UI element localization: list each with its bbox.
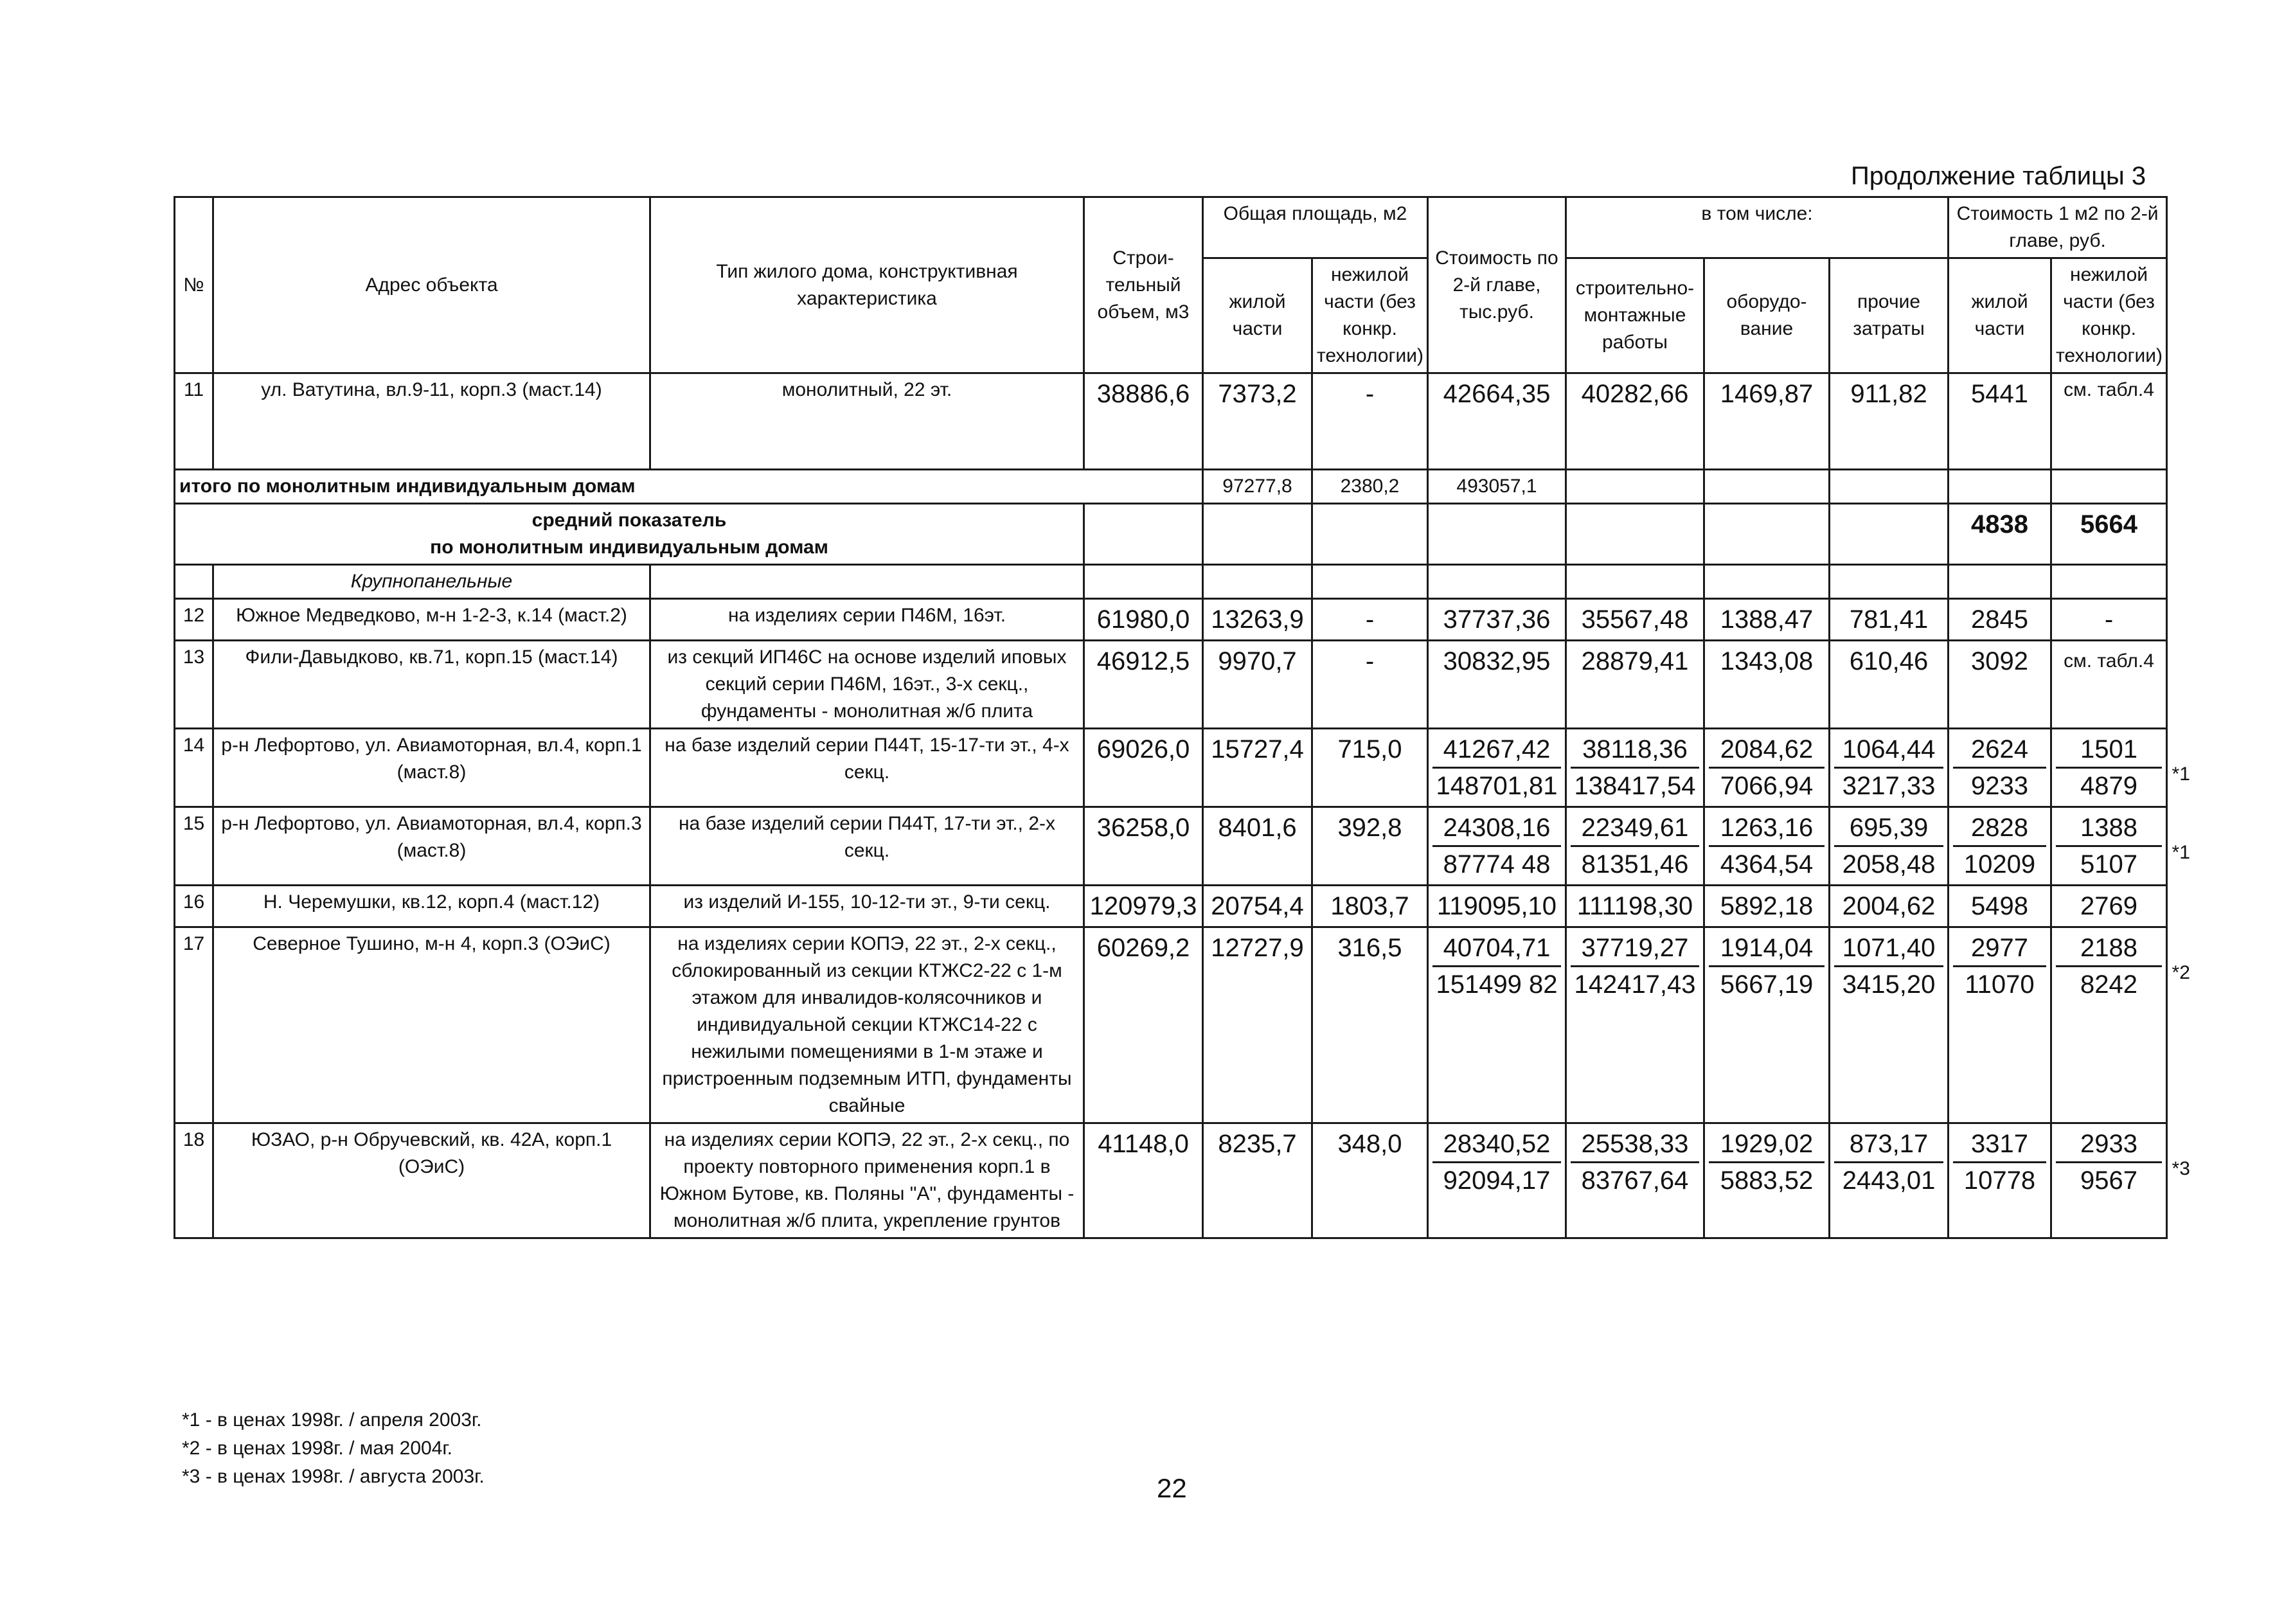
header-incl-group: в том числе: (1566, 197, 1949, 258)
row-equip-value: 1263,16 (1709, 810, 1824, 847)
row-equip (1704, 641, 1830, 729)
row-equip (1704, 599, 1830, 641)
row-unit-living: 5441 (1949, 373, 2051, 470)
row-smr (1566, 1123, 1704, 1238)
row-unit-living (1949, 1123, 2051, 1238)
row-smr-value: 37719,27 (1571, 931, 1699, 967)
row-unit-living-value: 10778 (1963, 1166, 2036, 1195)
row-smr (1566, 807, 1704, 886)
row-unit-nonliving: см. табл.4 (2051, 373, 2167, 470)
header-unit-nonliving: нежилой части (без конкр. технологии) (2051, 258, 2167, 373)
row-other-value: 695,39 (1834, 810, 1943, 847)
table-row (175, 927, 2167, 1123)
row-other (1830, 729, 1949, 807)
row-unit-living (1949, 807, 2051, 886)
row-cost-value: 119095,10 (1436, 892, 1557, 920)
header-address: Адрес объекта (213, 197, 650, 373)
row-number: 11 (175, 373, 213, 470)
row-other (1830, 641, 1949, 729)
row-equip-value: 4364,54 (1720, 850, 1814, 879)
row-type: из изделий И-155, 10-12-ти эт., 9-ти секц. (650, 886, 1084, 927)
row-type: на изделиях серии КОПЭ, 22 эт., 2-х секц., сблокированный из секции КТЖС2-22 с 1-м этажом для инвалидов-колясочников и индивидуальной секции КТЖС14-22 с нежилыми помещениями в 1-м этаже и пристроенным подземным ИТП, фундаменты свайные (650, 927, 1084, 1123)
row-equip-value: 1929,02 (1709, 1127, 1824, 1163)
row-volume: 69026,0 (1084, 729, 1203, 807)
row-number: 15 (175, 807, 213, 886)
row-address: Фили-Давыдково, кв.71, корп.15 (маст.14) (213, 641, 650, 729)
row-other (1830, 807, 1949, 886)
row-unit-living-value: 2624 (1953, 732, 2046, 769)
average-label-line1: средний показатель (531, 510, 727, 531)
row-smr-value: 83767,64 (1581, 1166, 1689, 1195)
total-label: итого по монолитным индивидуальным домам (175, 470, 1203, 504)
row-note: *3 (2172, 1157, 2190, 1179)
row-number: 14 (175, 729, 213, 807)
row-area-nonliving: 392,8 (1312, 807, 1428, 886)
row-unit-nonliving-value: - (2104, 605, 2114, 634)
table-caption: Продолжение таблицы 3 (1851, 162, 2146, 190)
footnote-3: *3 - в ценах 1998г. / августа 2003г. (182, 1466, 485, 1487)
row-other-value: 3415,20 (1842, 970, 1936, 999)
row-unit-living-value: 9233 (1971, 772, 2029, 800)
row-equip (1704, 886, 1830, 927)
row-type: из секций ИП46С на основе изделий иповых секций серии П46М, 16эт., 3-х секц., фундаменты - монолитная ж/б плита (650, 641, 1084, 729)
row-cost: 42664,35 (1428, 373, 1566, 470)
row-cost-value: 148701,81 (1436, 772, 1558, 800)
row-cost-value: 87774 48 (1443, 850, 1551, 879)
row-smr-value: 25538,33 (1571, 1127, 1699, 1163)
row-other-value: 1064,44 (1834, 732, 1943, 769)
row-area-nonliving: 316,5 (1312, 927, 1428, 1123)
row-unit-nonliving (2051, 599, 2167, 641)
row-unit-living-value: 2845 (1971, 605, 2029, 634)
header-incl-smr: строительно- монтажные работы (1566, 258, 1704, 373)
total-area-nonliving: 2380,2 (1312, 470, 1428, 504)
row-unit-living-value: 3317 (1953, 1127, 2046, 1163)
row-volume: 60269,2 (1084, 927, 1203, 1123)
row-unit-nonliving-value: 2188 (2056, 931, 2162, 967)
row-equip (1704, 1123, 1830, 1238)
row-smr-value: 38118,36 (1571, 732, 1699, 769)
row-number: 12 (175, 599, 213, 641)
row-smr-value: 81351,46 (1581, 850, 1689, 879)
row-unit-living (1949, 641, 2051, 729)
header-num: № (175, 197, 213, 373)
row-cost-value: 37737,36 (1443, 605, 1551, 634)
row-cost-value: 28340,52 (1432, 1127, 1561, 1163)
row-unit-nonliving-value: 4879 (2080, 772, 2138, 800)
row-unit-nonliving (2051, 641, 2167, 729)
row-unit-living-value: 2828 (1953, 810, 2046, 847)
row-smr (1566, 729, 1704, 807)
header-area-group: Общая площадь, м2 (1203, 197, 1428, 258)
row-unit-nonliving (2051, 927, 2167, 1123)
section-title: Крупнопанельные (213, 565, 650, 599)
row-unit-nonliving (2051, 729, 2167, 807)
row-smr-value: 22349,61 (1571, 810, 1699, 847)
row-area-nonliving: - (1312, 599, 1428, 641)
row-volume: 61980,0 (1084, 599, 1203, 641)
row-number: 17 (175, 927, 213, 1123)
row-equip: 1469,87 (1704, 373, 1830, 470)
row-address: р-н Лефортово, ул. Авиамоторная, вл.4, корп.3 (маст.8) (213, 807, 650, 886)
average-unit-living: 4838 (1949, 504, 2051, 565)
row-smr (1566, 599, 1704, 641)
average-label-line2: по монолитным индивидуальным домам (430, 537, 828, 558)
row-number: 16 (175, 886, 213, 927)
row-equip-value: 1388,47 (1720, 605, 1814, 634)
row-other-value: 2004,62 (1842, 892, 1936, 920)
row-number: 18 (175, 1123, 213, 1238)
row-unit-living (1949, 599, 2051, 641)
row-other-value: 610,46 (1849, 647, 1929, 675)
row-type: на базе изделий серии П44Т, 17-ти эт., 2-х секц. (650, 807, 1084, 886)
row-cost (1428, 927, 1566, 1123)
row-unit-nonliving (2051, 1123, 2167, 1238)
row-area-living: 12727,9 (1203, 927, 1312, 1123)
row-address: Северное Тушино, м-н 4, корп.3 (ОЭиС) (213, 927, 650, 1123)
row-unit-nonliving-value: 1501 (2056, 732, 2162, 769)
header-unit-living: жилой части (1949, 258, 2051, 373)
header-unit-group: Стоимость 1 м2 по 2-й главе, руб. (1949, 197, 2167, 258)
row-address: ЮЗАО, р-н Обручевский, кв. 42А, корп.1 (ОЭиС) (213, 1123, 650, 1238)
row-equip-value: 2084,62 (1709, 732, 1824, 769)
row-other-value: 781,41 (1849, 605, 1929, 634)
average-unit-nonliving: 5664 (2051, 504, 2167, 565)
row-equip (1704, 927, 1830, 1123)
panel-rows (175, 599, 2167, 1238)
footnotes (182, 1406, 485, 1491)
row-unit-nonliving-value: 1388 (2056, 810, 2162, 847)
row-unit-nonliving-value: 8242 (2080, 970, 2138, 999)
row-type: на изделиях серии КОПЭ, 22 эт., 2-х секц., по проекту повторного применения корп.1 в Южном Бутове, кв. Поляны "А", фундаменты - монолитная ж/б плита, укрепление грунтов (650, 1123, 1084, 1238)
row-equip-value: 5892,18 (1720, 892, 1814, 920)
header-volume: Строи- тельный объем, м3 (1084, 197, 1203, 373)
row-smr-value: 138417,54 (1574, 772, 1696, 800)
row-unit-living-value: 10209 (1963, 850, 2036, 879)
row-address: Н. Черемушки, кв.12, корп.4 (маст.12) (213, 886, 650, 927)
row-other (1830, 599, 1949, 641)
header-type: Тип жилого дома, конструктивная характеристика (650, 197, 1084, 373)
row-smr-value: 111198,30 (1576, 892, 1693, 920)
cost-table (174, 196, 2168, 1239)
row-cost (1428, 1123, 1566, 1238)
header-cost: Стоимость по 2-й главе, тыс.руб. (1428, 197, 1566, 373)
row-equip (1704, 807, 1830, 886)
row-other (1830, 886, 1949, 927)
table-row (175, 886, 2167, 927)
row-other-value: 873,17 (1834, 1127, 1943, 1163)
table-row (175, 729, 2167, 807)
row-address: Южное Медведково, м-н 1-2-3, к.14 (маст.2) (213, 599, 650, 641)
row-note: *1 (2172, 841, 2190, 863)
total-cost: 493057,1 (1428, 470, 1566, 504)
footnote-1: *1 - в ценах 1998г. / апреля 2003г. (182, 1409, 482, 1431)
row-volume: 46912,5 (1084, 641, 1203, 729)
row-area-living: 9970,7 (1203, 641, 1312, 729)
row-smr (1566, 927, 1704, 1123)
footnote-2: *2 - в ценах 1998г. / мая 2004г. (182, 1438, 453, 1459)
row-other: 911,82 (1830, 373, 1949, 470)
row-other-value: 1071,40 (1834, 931, 1943, 967)
row-equip-value: 1343,08 (1720, 647, 1814, 675)
average-row (175, 504, 2167, 565)
row-unit-nonliving-value: 5107 (2080, 850, 2138, 879)
row-unit-nonliving-value: 9567 (2080, 1166, 2138, 1195)
row-area-living: 13263,9 (1203, 599, 1312, 641)
row-note: *2 (2172, 961, 2190, 983)
row-volume: 36258,0 (1084, 807, 1203, 886)
row-unit-nonliving-value: см. табл.4 (2064, 650, 2154, 672)
row-cost-value: 30832,95 (1443, 647, 1551, 675)
row-unit-living-value: 5498 (1971, 892, 2029, 920)
row-equip (1704, 729, 1830, 807)
row-type: монолитный, 22 эт. (650, 373, 1084, 470)
row-area-living: 15727,4 (1203, 729, 1312, 807)
total-row (175, 470, 2167, 504)
row-unit-nonliving (2051, 807, 2167, 886)
total-area-living: 97277,8 (1203, 470, 1312, 504)
row-unit-nonliving (2051, 886, 2167, 927)
table-row (175, 641, 2167, 729)
row-area-nonliving: 348,0 (1312, 1123, 1428, 1238)
row-cost-value: 92094,17 (1443, 1166, 1551, 1195)
row-cost (1428, 599, 1566, 641)
row-other-value: 3217,33 (1842, 772, 1936, 800)
row-smr (1566, 886, 1704, 927)
row-area-nonliving: - (1312, 373, 1428, 470)
table-row (175, 807, 2167, 886)
table-row (175, 1123, 2167, 1238)
table-row (175, 599, 2167, 641)
row-equip-value: 7066,94 (1720, 772, 1814, 800)
row-other (1830, 1123, 1949, 1238)
row-other (1830, 927, 1949, 1123)
row-volume: 120979,3 (1084, 886, 1203, 927)
row-type: на изделиях серии П46М, 16эт. (650, 599, 1084, 641)
row-area-living: 8401,6 (1203, 807, 1312, 886)
row-cost (1428, 886, 1566, 927)
row-equip-value: 5667,19 (1720, 970, 1814, 999)
row-area-nonliving: 715,0 (1312, 729, 1428, 807)
row-volume: 41148,0 (1084, 1123, 1203, 1238)
row-smr: 40282,66 (1566, 373, 1704, 470)
header-incl-other: прочие затраты (1830, 258, 1949, 373)
row-smr-value: 28879,41 (1581, 647, 1689, 675)
row-address: р-н Лефортово, ул. Авиамоторная, вл.4, корп.1 (маст.8) (213, 729, 650, 807)
row-area-nonliving: 1803,7 (1312, 886, 1428, 927)
row-address: ул. Ватутина, вл.9-11, корп.3 (маст.14) (213, 373, 650, 470)
row-cost-value: 151499 82 (1436, 970, 1558, 999)
page-number: 22 (1157, 1473, 1187, 1503)
row-cost-value: 41267,42 (1432, 732, 1561, 769)
row-area-nonliving: - (1312, 641, 1428, 729)
row-smr-value: 142417,43 (1574, 970, 1696, 999)
row-unit-living-value: 2977 (1953, 931, 2046, 967)
row-equip-value: 1914,04 (1709, 931, 1824, 967)
row-unit-nonliving-value: 2769 (2080, 892, 2138, 920)
section-row (175, 565, 2167, 599)
row-area-living: 8235,7 (1203, 1123, 1312, 1238)
row-note: *1 (2172, 763, 2190, 785)
header-row-1 (175, 197, 2167, 258)
row-unit-nonliving-value: 2933 (2056, 1127, 2162, 1163)
row-cost (1428, 641, 1566, 729)
row-cost-value: 40704,71 (1432, 931, 1561, 967)
row-unit-living-value: 3092 (1971, 647, 2029, 675)
header-area-nonliving: нежилой части (без конкр. технологии) (1312, 258, 1428, 373)
row-cost (1428, 729, 1566, 807)
row-area-living: 20754,4 (1203, 886, 1312, 927)
header-incl-equip: оборудо- вание (1704, 258, 1830, 373)
row-unit-living (1949, 886, 2051, 927)
row-other-value: 2058,48 (1842, 850, 1936, 879)
row-unit-living (1949, 729, 2051, 807)
row-cost (1428, 807, 1566, 886)
table-row (175, 373, 2167, 470)
row-type: на базе изделий серии П44Т, 15-17-ти эт., 4-х секц. (650, 729, 1084, 807)
row-other-value: 2443,01 (1842, 1166, 1936, 1195)
row-unit-living (1949, 927, 2051, 1123)
row-area-living: 7373,2 (1203, 373, 1312, 470)
row-number: 13 (175, 641, 213, 729)
row-unit-living-value: 11070 (1965, 970, 2035, 999)
header-area-living: жилой части (1203, 258, 1312, 373)
row-cost-value: 24308,16 (1432, 810, 1561, 847)
row-equip-value: 5883,52 (1720, 1166, 1814, 1195)
row-volume: 38886,6 (1084, 373, 1203, 470)
row-smr-value: 35567,48 (1581, 605, 1689, 634)
row-smr (1566, 641, 1704, 729)
